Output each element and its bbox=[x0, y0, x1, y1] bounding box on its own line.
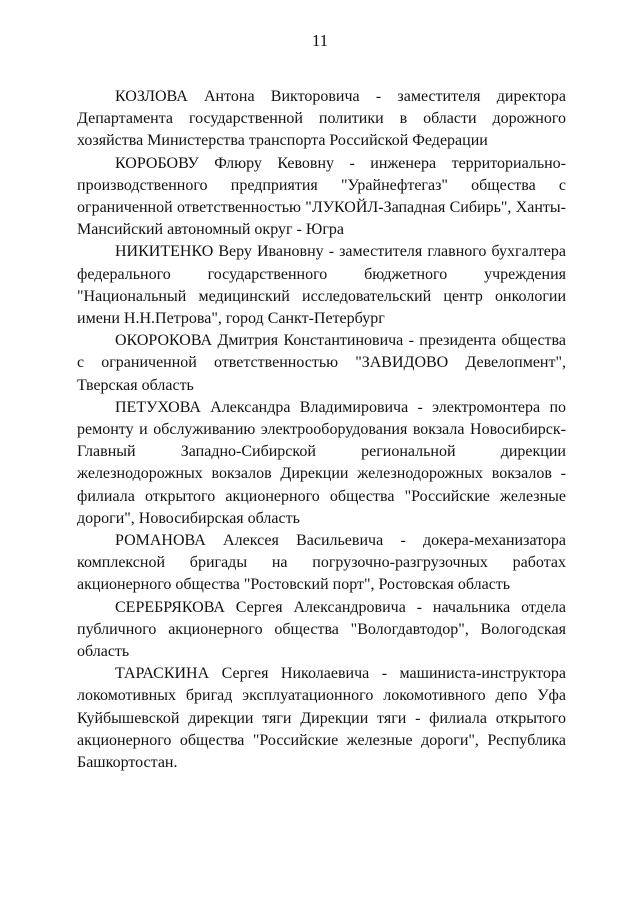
entry-details: Дмитрия Константиновича - президента общества с ограниченной ответственностью "ЗАВИДОВО Девелопмент", Тверская область bbox=[77, 332, 566, 394]
entry-surname: НИКИТЕНКО bbox=[115, 243, 214, 261]
list-entry bbox=[77, 397, 566, 530]
list-entry bbox=[77, 663, 566, 774]
entry-details: Антона Викторовича - заместителя директора Департамента государственной политики в области дорожного хозяйства Министерства транспорта Российской Федерации bbox=[77, 88, 567, 150]
entry-surname: КОРОБОВУ bbox=[115, 154, 199, 172]
entry-surname: ТАРАСКИНА bbox=[115, 665, 210, 683]
award-list bbox=[77, 86, 566, 774]
entry-details: Флюру Кевовну - инженера территориально-производственного предприятия "Урайнефтегаз" общества с ограниченной ответственностью "ЛУКОЙЛ-Западная Сибирь", Ханты-Мансийский автономный округ - Югра bbox=[77, 154, 567, 239]
entry-surname: ОКОРОКОВА bbox=[115, 332, 213, 350]
list-entry bbox=[77, 86, 566, 153]
entry-surname: РОМАНОВА bbox=[115, 532, 206, 550]
entry-details: Веру Ивановну - заместителя главного бухгалтера федерального государственного бюджетного учреждения "Национальный медицинский исследовательский центр онкологии имени Н.Н.Петрова", город Санкт-Петербург bbox=[77, 243, 567, 328]
entry-details: Сергея Николаевича - машиниста-инструктора локомотивных бригад эксплуатационного локомотивного депо Уфа Куйбышевской дирекции тяги Дирекции тяги - филиала открытого акционерного общества "Российские железные дороги", Республика Башкортостан. bbox=[77, 665, 567, 772]
list-entry bbox=[77, 241, 566, 330]
entry-details: Алексея Васильевича - докера-механизатора комплексной бригады на погрузочно-разгрузочных работах акционерного общества "Ростовский порт", Ростовская область bbox=[77, 532, 567, 594]
entry-details: Сергея Александровича - начальника отдела публичного акционерного общества "Вологдавтодор", Вологодская область bbox=[77, 598, 567, 661]
page-number: 11 bbox=[311, 31, 329, 50]
entry-surname: СЕРЕБРЯКОВА bbox=[115, 598, 225, 616]
entry-surname: КОЗЛОВА bbox=[115, 88, 188, 105]
list-entry bbox=[77, 153, 566, 242]
list-entry bbox=[77, 330, 566, 397]
list-entry bbox=[77, 597, 566, 664]
entry-surname: ПЕТУХОВА bbox=[115, 398, 201, 416]
entry-details: Александра Владимировича - электромонтера по ремонту и обслуживанию электрооборудования вокзала Новосибирск-Главный Западно-Сибирской региональной дирекции железнодорожных вокзалов Дирекции железнодорожных вокзалов - филиала открытого акционерного общества "Российские железные дороги", Новосибирская область bbox=[77, 398, 567, 527]
list-entry bbox=[77, 530, 566, 597]
